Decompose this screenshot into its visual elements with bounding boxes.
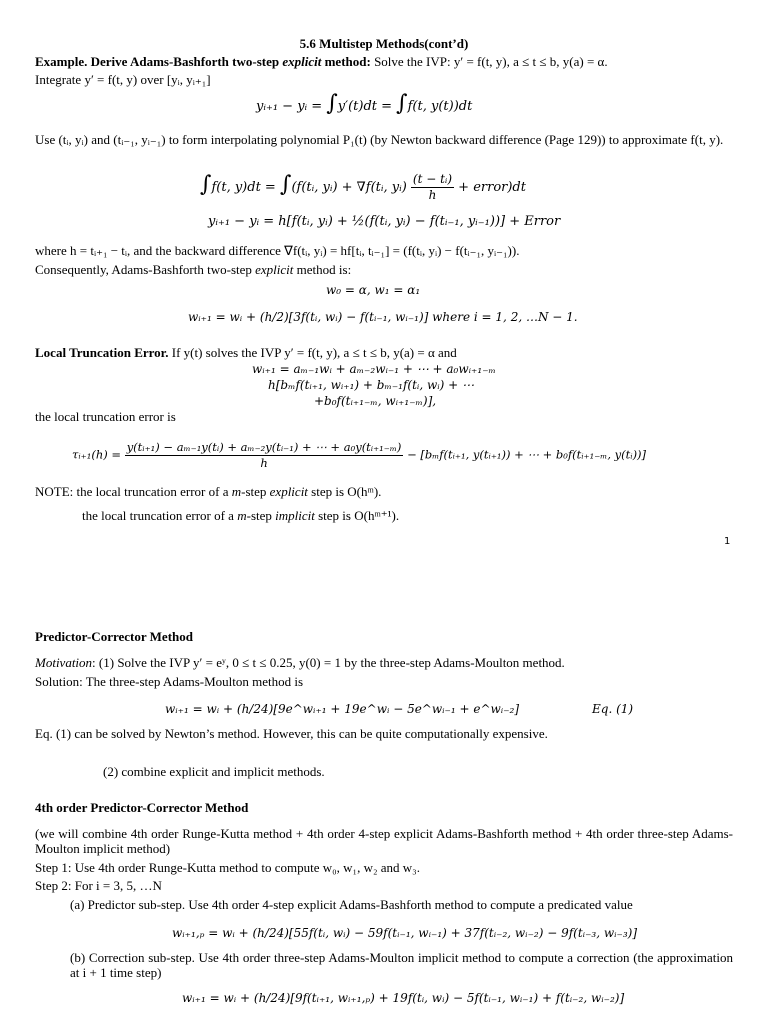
note2-i: implicit bbox=[275, 508, 315, 523]
sub-step-a: (a) Predictor sub-step. Use 4th order 4-step explicit Adams-Bashforth method to compute a predicated value bbox=[70, 897, 633, 912]
solution-line: Solution: The three-step Adams-Moulton method is bbox=[35, 674, 304, 689]
note2-m: m bbox=[237, 508, 247, 523]
predictor-equation: wᵢ₊₁,ₚ = wᵢ + (h/24)[55f(tᵢ, wᵢ) − 59f(tᵢ₋₁, wᵢ₋₁) + 37f(tᵢ₋₂, wᵢ₋₂) − 9f(tᵢ₋₃, wᵢ₋₃)] bbox=[172, 926, 638, 940]
integral-sign: ∫ bbox=[326, 91, 338, 116]
example-bold-tail: method: bbox=[321, 54, 371, 69]
eq1-mid: y′(t)dt = bbox=[337, 99, 397, 114]
motivation-rest: : (1) Solve the IVP y′ = eʸ, 0 ≤ t ≤ 0.25, y(0) = 1 by the three-step Adams-Moulton method. bbox=[92, 655, 565, 670]
am3-equation: wᵢ₊₁ = wᵢ + (h/24)[9e^wᵢ₊₁ + 19e^wᵢ − 5e^wᵢ₋₁ + e^wᵢ₋₂] bbox=[165, 702, 520, 716]
consequently-a: Consequently, Adams-Bashforth two-step bbox=[35, 262, 256, 277]
section-title: 5.6 Multistep Methods(cont’d) bbox=[299, 36, 469, 51]
eq2-tail: + error)dt bbox=[458, 180, 526, 195]
initial-values-eq: w₀ = α, w₁ = α₁ bbox=[326, 283, 421, 297]
motivation-line bbox=[35, 655, 565, 670]
general-eq-1: wᵢ₊₁ = aₘ₋₁wᵢ + aₘ₋₂wᵢ₋₁ + ⋯ + a₀wᵢ₊₁₋ₘ bbox=[252, 362, 496, 376]
tau-fraction bbox=[125, 440, 404, 471]
corrector-equation: wᵢ₊₁ = wᵢ + (h/24)[9f(tᵢ₊₁, wᵢ₊₁,ₚ) + 19f(tᵢ, wᵢ) − 5f(tᵢ₋₁, wᵢ₋₁) + f(tᵢ₋₂, wᵢ₋₂)] bbox=[182, 991, 625, 1005]
integral-sign: ∫ bbox=[396, 91, 408, 116]
eq2-num: (t − tᵢ) bbox=[412, 172, 453, 186]
am3-tag: Eq. (1) bbox=[592, 702, 634, 716]
eq2-fraction bbox=[411, 172, 454, 203]
equation-3: yᵢ₊₁ − yᵢ = h[f(tᵢ, yᵢ) + ½(f(tᵢ, yᵢ) − f(tᵢ₋₁, yᵢ₋₁))] + Error bbox=[208, 214, 561, 229]
pc4-title: 4th order Predictor-Corrector Method bbox=[35, 800, 249, 815]
equation-integral-1 bbox=[256, 91, 473, 116]
note-line-2 bbox=[82, 508, 399, 523]
sub-step-b: (b) Correction sub-step. Use 4th order three-step Adams-Moulton implicit method to compute a correction (the approximation at i + 1 time step) bbox=[70, 950, 733, 980]
integral-sign: ∫ bbox=[200, 172, 212, 197]
tau-lhs: τᵢ₊₁(h) = bbox=[72, 447, 125, 462]
note2-c: step is O(hᵐ⁺¹). bbox=[314, 508, 400, 523]
lte-bold: Local Truncation Error. bbox=[35, 345, 169, 360]
use-paragraph: Use (tᵢ, yᵢ) and (tᵢ₋₁, yᵢ₋₁) to form interpolating polynomial P₁(t) (by Newton backward difference (Page 129)) to approximate f(t, y). bbox=[35, 132, 724, 147]
lte-heading bbox=[35, 345, 457, 360]
note1-m: m bbox=[231, 484, 242, 499]
where-line: where h = tᵢ₊₁ − tᵢ, and the backward difference ∇f(tᵢ, yᵢ) = hf[tᵢ, tᵢ₋₁] = (f(tᵢ, yᵢ) − f(tᵢ₋₁, yᵢ₋₁)). bbox=[35, 243, 520, 258]
tau-rhs: − [bₘf(tᵢ₊₁, y(tᵢ₊₁)) + ⋯ + b₀f(tᵢ₊₁₋ₘ, y(tᵢ))] bbox=[407, 447, 647, 462]
note2-b: -step bbox=[246, 508, 276, 523]
tau-num: y(tᵢ₊₁) − aₘ₋₁y(tᵢ) + aₘ₋₂y(tᵢ₋₁) + ⋯ + a₀y(tᵢ₊₁₋ₘ) bbox=[126, 440, 402, 454]
example-bold-italic: explicit bbox=[282, 54, 322, 69]
eq2-lhs: f(t, y)dt = bbox=[211, 180, 280, 195]
pc-title: Predictor-Corrector Method bbox=[35, 629, 193, 644]
eq2-den: h bbox=[428, 188, 437, 202]
step-1: Step 1: Use 4th order Runge-Kutta method to compute w₀, w₁, w₂ and w₃. bbox=[35, 860, 420, 875]
eq1-lhs: yᵢ₊₁ − yᵢ = bbox=[256, 99, 327, 114]
equation-integral-2 bbox=[200, 172, 526, 203]
example-rest: Solve the IVP: y′ = f(t, y), a ≤ t ≤ b, y(a) = α. bbox=[374, 54, 608, 69]
note2-a: the local truncation error of a bbox=[82, 508, 238, 523]
example-bold: Example. Derive Adams-Bashforth two-step bbox=[35, 54, 283, 69]
tau-den: h bbox=[260, 456, 268, 470]
general-eq-2: h[bₘf(tᵢ₊₁, wᵢ₊₁) + bₘ₋₁f(tᵢ, wᵢ) + ⋯ bbox=[268, 378, 475, 392]
note1-b: -step bbox=[241, 484, 270, 499]
consequently-i: explicit bbox=[255, 262, 294, 277]
lte-label: the local truncation error is bbox=[35, 409, 176, 424]
consequently-line bbox=[35, 262, 351, 277]
integral-sign: ∫ bbox=[279, 172, 292, 197]
motivation-i: Motivation bbox=[35, 655, 93, 670]
combine-description: (we will combine 4th order Runge-Kutta method + 4th order 4-step explicit Adams-Bashforth method + 4th order three-step Adams-Moulton implicit method) bbox=[35, 826, 733, 856]
page-number: 1 bbox=[724, 536, 731, 547]
eq2-rhs: (f(tᵢ, yᵢ) + ∇f(tᵢ, yᵢ) bbox=[291, 180, 407, 195]
tau-equation bbox=[72, 440, 646, 471]
step-2: Step 2: For i = 3, 5, …N bbox=[35, 878, 162, 893]
example-heading bbox=[35, 54, 608, 69]
general-eq-3: +b₀f(tᵢ₊₁₋ₘ, wᵢ₊₁₋ₘ)], bbox=[314, 394, 437, 408]
consequently-b: method is: bbox=[293, 262, 352, 277]
note1-c: step is O(hᵐ). bbox=[307, 484, 382, 499]
note1-a: NOTE: the local truncation error of a bbox=[35, 484, 232, 499]
eq1-rhs: f(t, y(t))dt bbox=[407, 99, 473, 114]
newton-line: Eq. (1) can be solved by Newton’s method. However, this can be quite computationally expensive. bbox=[35, 726, 548, 741]
ab2-equation: wᵢ₊₁ = wᵢ + (h/2)[3f(tᵢ, wᵢ) − f(tᵢ₋₁, wᵢ₋₁)] where i = 1, 2, …N − 1. bbox=[188, 310, 578, 324]
note-line-1 bbox=[35, 484, 381, 499]
combine-line: (2) combine explicit and implicit methods. bbox=[103, 764, 325, 779]
integrate-line: Integrate y′ = f(t, y) over [yᵢ, yᵢ₊₁] bbox=[35, 72, 211, 87]
note1-i: explicit bbox=[269, 484, 308, 499]
lte-rest: If y(t) solves the IVP y′ = f(t, y), a ≤ t ≤ b, y(a) = α and bbox=[168, 345, 457, 360]
